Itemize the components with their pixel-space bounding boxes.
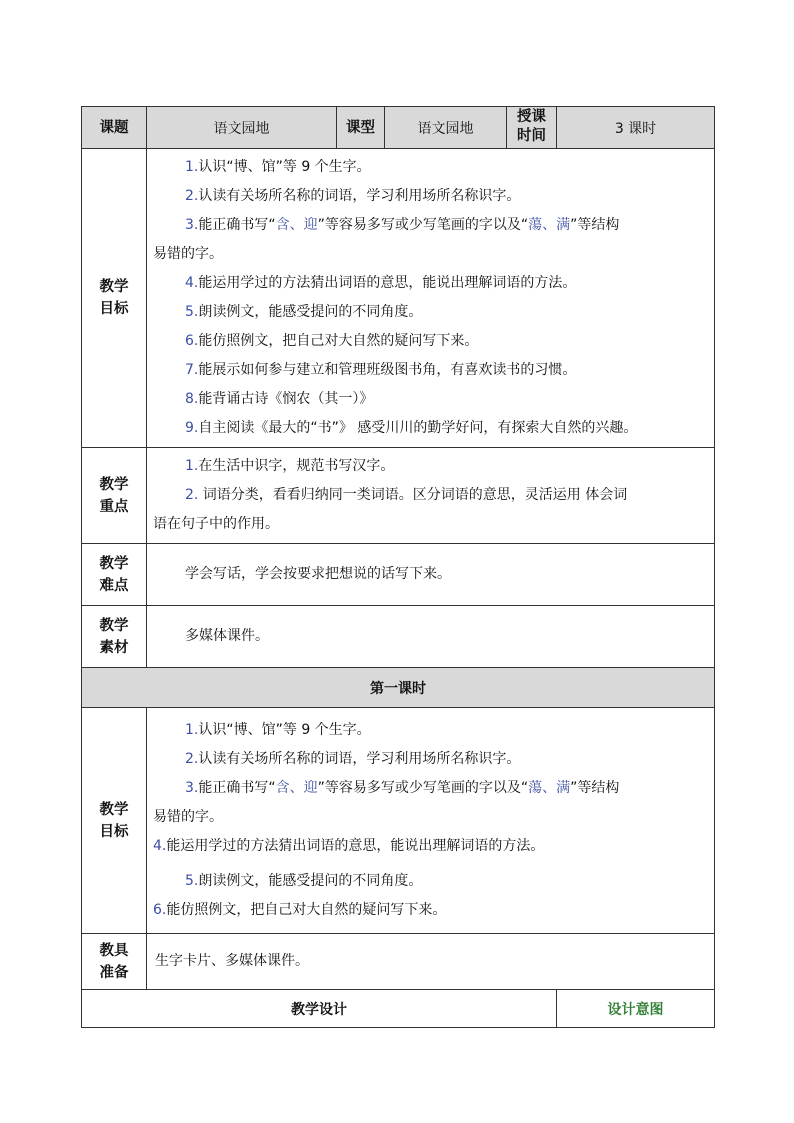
design-label: 教学设计: [82, 990, 557, 1028]
materials-text: 多媒体课件。: [185, 628, 269, 644]
design-row: [82, 990, 715, 1028]
goal-item: 2.认读有关场所名称的词语，学习利用场所名称识字。: [185, 751, 521, 767]
goal-item: 5.朗读例文，能感受提问的不同角度。: [185, 304, 423, 320]
lesson-plan-table: [81, 106, 715, 1028]
materials-label: 教学 素材: [82, 606, 147, 668]
goal-item: 7.能展示如何参与建立和管理班级图书角，有喜欢读书的习惯。: [185, 362, 577, 378]
goal-item: 4.能运用学过的方法猜出词语的意思，能说出理解词语的方法。: [185, 275, 577, 291]
key-point-item: 2. 词语分类，看看归纳同一类词语。区分词语的意思，灵活运用 体会词: [185, 487, 628, 503]
tools-label: 教具 准备: [82, 934, 147, 990]
key-point-item: 语在句子中的作用。: [153, 516, 279, 532]
goal-item: 6.能仿照例文，把自己对大自然的疑问写下来。: [185, 333, 479, 349]
goal-item: 易错的字。: [153, 809, 223, 825]
difficulties-label: 教学 难点: [82, 544, 147, 606]
header-row: [82, 107, 715, 149]
goal-item: 5.朗读例文，能感受提问的不同角度。: [185, 873, 423, 889]
goal-item: 3.能正确书写“含、迎”等容易多写或少写笔画的字以及“蕩、满”等结构: [185, 217, 620, 233]
goals-label: 教学 目标: [82, 149, 147, 448]
key-points-content: [147, 448, 715, 544]
key-points-row: [82, 448, 715, 544]
materials-row: [82, 606, 715, 668]
key-points-label: 教学 重点: [82, 448, 147, 544]
difficulties-row: [82, 544, 715, 606]
goal-item: 2.认读有关场所名称的词语，学习利用场所名称识字。: [185, 188, 521, 204]
type-value: 语文园地: [385, 107, 507, 149]
difficulties-text: 学会写话，学会按要求把想说的话写下来。: [185, 566, 451, 582]
time-value: 3 课时: [557, 107, 715, 149]
first-period-row: [82, 668, 715, 708]
difficulties-content: [147, 544, 715, 606]
first-period-goals-label: 教学 目标: [82, 708, 147, 934]
type-label: 课型: [337, 107, 385, 149]
goal-item: 6.能仿照例文，把自己对大自然的疑问写下来。: [153, 902, 447, 918]
goal-item: 易错的字。: [153, 246, 223, 262]
first-period-title: 第一课时: [82, 668, 715, 708]
goal-item: 1.认识“博、馆”等 9 个生字。: [185, 722, 371, 738]
topic-label: 课题: [82, 107, 147, 149]
goal-item: 3.能正确书写“含、迎”等容易多写或少写笔画的字以及“蕩、满”等结构: [185, 780, 620, 796]
goal-item: 9.自主阅读《最大的“书”》 感受川川的勤学好问，有探索大自然的兴趣。: [185, 420, 638, 436]
tools-row: [82, 934, 715, 990]
goals-row: [82, 149, 715, 448]
first-period-goals-row: [82, 708, 715, 934]
time-label: 授课 时间: [507, 107, 557, 149]
key-point-item: 1.在生活中识字，规范书写汉字。: [185, 458, 395, 474]
topic-value: 语文园地: [147, 107, 337, 149]
tools-content: 生字卡片、多媒体课件。: [147, 934, 715, 990]
goal-item: 8.能背诵古诗《悯农（其一）》: [185, 391, 374, 407]
materials-content: [147, 606, 715, 668]
goals-content: [147, 149, 715, 448]
goal-item: 1.认识“博、馆”等 9 个生字。: [185, 159, 371, 175]
goal-item: 4.能运用学过的方法猜出词语的意思，能说出理解词语的方法。: [153, 838, 545, 854]
intent-label: 设计意图: [557, 990, 715, 1028]
first-period-goals-content: [147, 708, 715, 934]
